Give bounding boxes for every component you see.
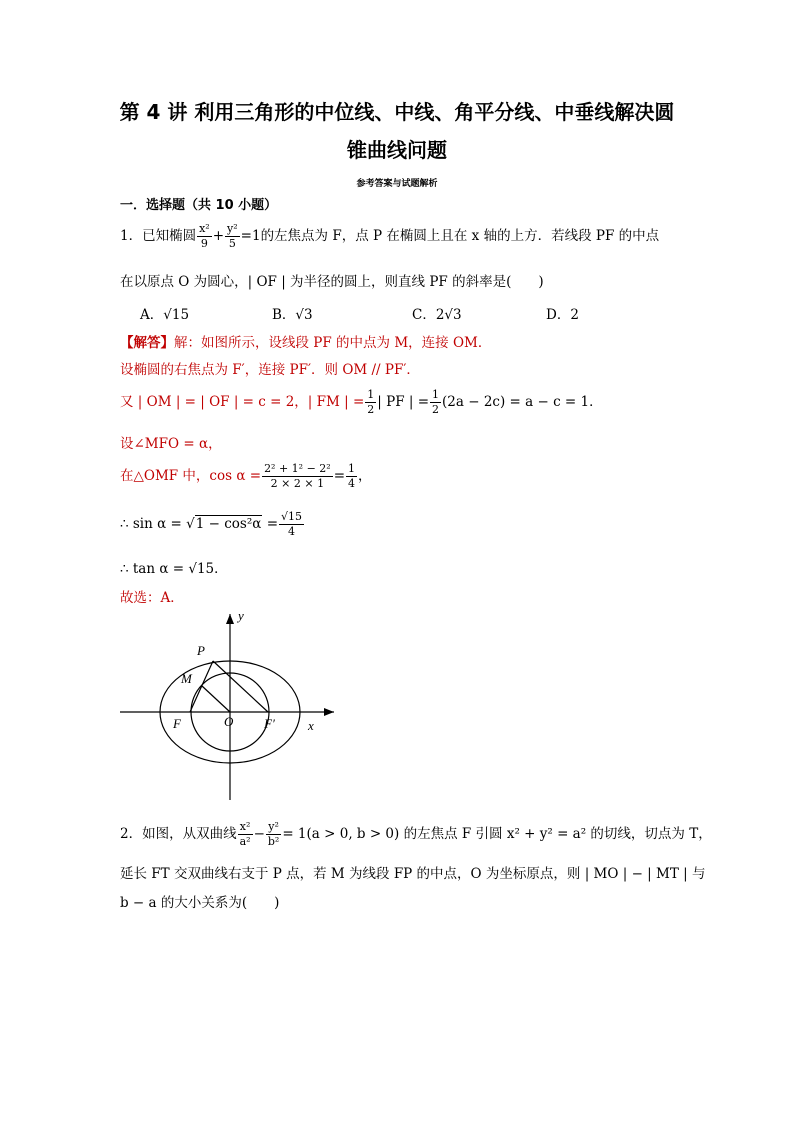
solution-line-6-eq: = — [266, 516, 278, 532]
page-title-line-2: 锥曲线问题 — [347, 138, 447, 162]
frac-x2-a2: $\frac{\text{x²}}{\text{a²}}$ — [239, 820, 251, 848]
q2-line-3: b − a 的大小关系为( ) — [120, 895, 280, 911]
label-x: x — [308, 718, 314, 733]
q1-option-d: D．2 — [546, 307, 579, 323]
q1-option-b: B．√3 — [272, 307, 313, 323]
solution-line-8: 故选：A． — [120, 590, 184, 606]
frac-sqrt15-4: $\frac{√15}{4}$ — [281, 510, 303, 538]
q2-line-1-end: = 1(a > 0, b > 0) 的左焦点 F 引圆 x² + y² = a² 的切线，切点为 T， — [282, 826, 712, 842]
q1-option-c: C．2√3 — [412, 307, 462, 323]
q2-line-1: 2．如图，从双曲线 $\frac{\text{x²}}{\text{a²}}$ − $\frac{\text{y²}}{\text{b²}}$ = 1(a > 0, b > 0) 的左焦点 F 引圆 x² + y² = a² 的切线，切点为 T， — [120, 820, 712, 848]
label-f: F — [173, 716, 181, 731]
solution-line-6: ∴ sin α = √1 − cos²α = $\frac{√15}{4}$ — [120, 510, 303, 538]
solution-line-5: 在△OMF 中，cos α = $\frac{\text{2² + 1² − 2²}}{2 \times 2 \times 1}$ = $\frac{1}{4}$ ， — [120, 462, 372, 490]
q1-line-1-end: 的左焦点为 F，点 P 在椭圆上且在 x 轴的上方．若线段 PF 的中点 — [260, 228, 660, 244]
solution-line-1 — [120, 331, 491, 351]
frac-y2-b2: $\frac{\text{y²}}{\text{b²}}$ — [267, 820, 280, 848]
solution-line-4: 设∠MFO = α， — [120, 436, 222, 452]
label-y: y — [238, 608, 244, 623]
frac-y2-5: $\frac{\text{y²}}{5}$ — [227, 222, 238, 250]
frac-1-4: $\frac{1}{4}$ — [348, 462, 356, 490]
solution-line-7: ∴ tan α = √15． — [120, 561, 228, 577]
ellipse-figure — [118, 606, 344, 802]
solution-line-3-mid: | PF | = — [377, 394, 430, 410]
q1-line-2: 在以原点 O 为圆心，| OF | 为半径的圆上，则直线 PF 的斜率是( ) — [120, 274, 544, 290]
frac-1-2-a: $\frac{1}{2}$ — [367, 388, 375, 416]
y-axis-arrow — [226, 614, 234, 624]
solution-line-3-end: (2a − 2c) = a − c = 1． — [442, 394, 603, 410]
label-p: P — [197, 643, 205, 658]
q1-option-a: A．√15 — [140, 307, 190, 323]
q1-line-1-start: 1．已知椭圆 — [120, 228, 197, 244]
solution-line-1-text: 解：如图所示，设线段 PF 的中点为 M，连接 OM． — [174, 335, 492, 351]
solution-line-6-start: ∴ sin α = — [120, 516, 182, 532]
label-o: O — [224, 714, 234, 729]
segment-mo — [202, 686, 230, 712]
solution-line-6-radicand: 1 − cos²α — [195, 516, 262, 532]
solution-line-5-start: 在△OMF 中，cos α = — [120, 468, 262, 484]
q2-line-1-start: 2．如图，从双曲线 — [120, 826, 237, 842]
q1-line-1: 1．已知椭圆 $\frac{\text{x²}}{9}$ + $\frac{\text{y²}}{5}$ =1的左焦点为 F，点 P 在椭圆上且在 x 轴的上方．若线段 PF 的中点 — [120, 222, 660, 250]
solution-tag: 【解答】 — [120, 335, 174, 351]
q2-line-2: 延长 FT 交双曲线右支于 P 点，若 M 为线段 FP 的中点，O 为坐标原点，则 | MO | − | MT | 与 — [120, 866, 706, 882]
page-title-line-1: 第 4 讲 利用三角形的中位线、中线、角平分线、中垂线解决圆 — [119, 100, 675, 124]
solution-line-3-start: 又 | OM | = | OF | = c = 2，| FM | = — [120, 394, 365, 410]
answer-subtitle: 参考答案与试题解析 — [356, 179, 438, 189]
label-m: M — [181, 671, 192, 686]
solution-line-2: 设椭圆的右焦点为 F′，连接 PF′．则 OM // PF′． — [120, 362, 420, 378]
solution-line-5-end: ， — [358, 468, 372, 484]
frac-x2-9: $\frac{\text{x²}}{9}$ — [199, 222, 210, 250]
frac-cos-alpha: $\frac{\text{2² + 1² − 2²}}{2 \times 2 \times 1}$ — [264, 462, 331, 490]
section-heading: 一．选择题（共 10 小题） — [120, 198, 278, 213]
solution-line-3 — [120, 388, 603, 417]
frac-1-2-b: $\frac{1}{2}$ — [432, 388, 440, 416]
label-f-prime: F′ — [264, 716, 275, 731]
x-axis-arrow — [324, 708, 334, 716]
